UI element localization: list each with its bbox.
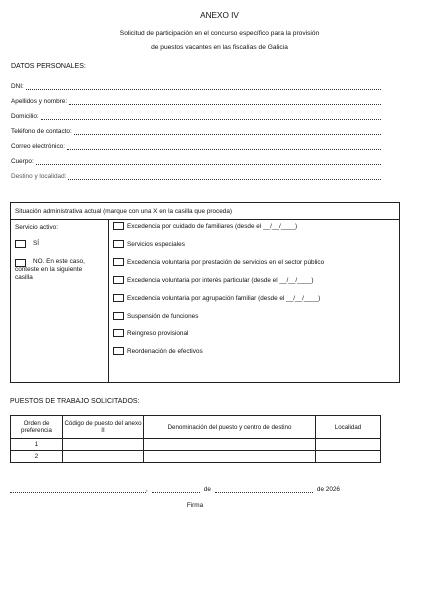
de-year-label: de 2026: [316, 486, 340, 493]
no-label-line-1: NO. En este caso,: [33, 258, 85, 265]
jobs-heading: PUESTOS DE TRABAJO SOLICITADOS:: [10, 398, 140, 405]
option-family-grouping[interactable]: [113, 294, 320, 302]
code-cell[interactable]: [63, 451, 144, 463]
email-field[interactable]: [11, 140, 381, 150]
column-header-code: Código de puesto del anexo II: [63, 416, 144, 439]
option-special-services[interactable]: [113, 240, 185, 248]
option-staff-reorganization[interactable]: [113, 347, 203, 355]
option-label: Suspensión de funciones: [127, 312, 199, 320]
column-header-order: Orden de preferencia: [11, 416, 63, 439]
jobs-table: [10, 415, 381, 463]
column-header-locality: Localidad: [316, 416, 381, 439]
dni-label: DNI:: [11, 83, 24, 90]
column-header-name: Denominación del puesto y centro de destino: [144, 416, 316, 439]
signature-date-line[interactable]: [10, 483, 380, 493]
situation-column-divider: [108, 219, 109, 383]
active-service-label: Servicio activo:: [15, 224, 58, 231]
day-line: [152, 486, 200, 493]
month-line: [215, 486, 313, 493]
yes-label: SÍ: [33, 240, 40, 247]
option-provisional-reentry[interactable]: [113, 329, 188, 337]
address-field[interactable]: [11, 110, 381, 120]
option-label: Excedencia voluntaria por interés particular (desde el __/__/____): [127, 276, 314, 284]
address-line: [41, 113, 381, 120]
option-family-care[interactable]: [113, 222, 297, 230]
comma: ,: [146, 486, 148, 493]
destination-line: [68, 173, 381, 180]
corps-label: Cuerpo:: [11, 158, 34, 165]
option-label: Excedencia por cuidado de familiares (desde el __/__/____): [127, 222, 298, 230]
name-label: Apellidos y nombre:: [11, 98, 68, 105]
destination-label: Destino y localidad:: [11, 173, 67, 180]
option-checkbox[interactable]: [113, 222, 124, 230]
option-checkbox[interactable]: [113, 312, 124, 320]
document-title: ANEXO IV: [200, 11, 239, 20]
phone-label: Teléfono de contacto:: [11, 128, 72, 135]
locality-cell[interactable]: [316, 439, 381, 451]
option-checkbox[interactable]: [113, 276, 124, 284]
option-personal-interest[interactable]: [113, 276, 314, 284]
phone-line: [74, 128, 381, 135]
dni-field[interactable]: [11, 80, 381, 90]
table-row: [11, 439, 381, 451]
no-label-line-2: conteste en la siguiente: [15, 266, 83, 273]
email-line: [67, 143, 381, 150]
option-label: Excedencia voluntaria por agrupación familiar (desde el __/__/____): [127, 294, 321, 302]
option-checkbox[interactable]: [113, 240, 124, 248]
document-subtitle-line-2: de puestos vacantes en las fiscalías de Galicia: [151, 44, 288, 51]
name-cell[interactable]: [144, 439, 316, 451]
corps-field[interactable]: [11, 155, 381, 165]
no-label-line-3: casilla: [15, 274, 33, 281]
email-label: Correo electrónico:: [11, 143, 65, 150]
option-label: Reordenación de efectivos: [127, 347, 203, 355]
signature-label: Firma: [186, 502, 204, 509]
destination-field[interactable]: [11, 170, 381, 180]
option-checkbox[interactable]: [113, 347, 124, 355]
code-cell[interactable]: [63, 439, 144, 451]
situation-heading: Situación administrativa actual (marque con una X en la casilla que proceda): [15, 208, 233, 215]
document-subtitle-line-1: Solicitud de participación en el concurso específico para la provisión: [119, 30, 320, 37]
name-cell[interactable]: [144, 451, 316, 463]
option-checkbox[interactable]: [113, 258, 124, 266]
locality-cell[interactable]: [316, 451, 381, 463]
yes-checkbox[interactable]: [15, 240, 26, 248]
phone-field[interactable]: [11, 125, 381, 135]
option-public-sector[interactable]: [113, 258, 324, 266]
name-line: [69, 98, 381, 105]
option-suspension[interactable]: [113, 312, 198, 320]
order-cell: 2: [11, 451, 63, 463]
situation-header-divider: [10, 219, 400, 220]
de-label-1: de: [203, 486, 211, 493]
dni-line: [26, 83, 381, 90]
personal-data-heading: DATOS PERSONALES:: [11, 63, 86, 70]
corps-line: [36, 158, 381, 165]
option-label: Excedencia voluntaria por prestación de servicios en el sector público: [127, 258, 325, 266]
name-field[interactable]: [11, 95, 381, 105]
address-label: Domicilio:: [11, 113, 39, 120]
option-label: Servicios especiales: [127, 240, 185, 248]
option-checkbox[interactable]: [113, 329, 124, 337]
order-cell: 1: [11, 439, 63, 451]
option-checkbox[interactable]: [113, 294, 124, 302]
place-line: [10, 486, 146, 493]
option-label: Reingreso provisional: [127, 329, 189, 337]
table-row: [11, 451, 381, 463]
